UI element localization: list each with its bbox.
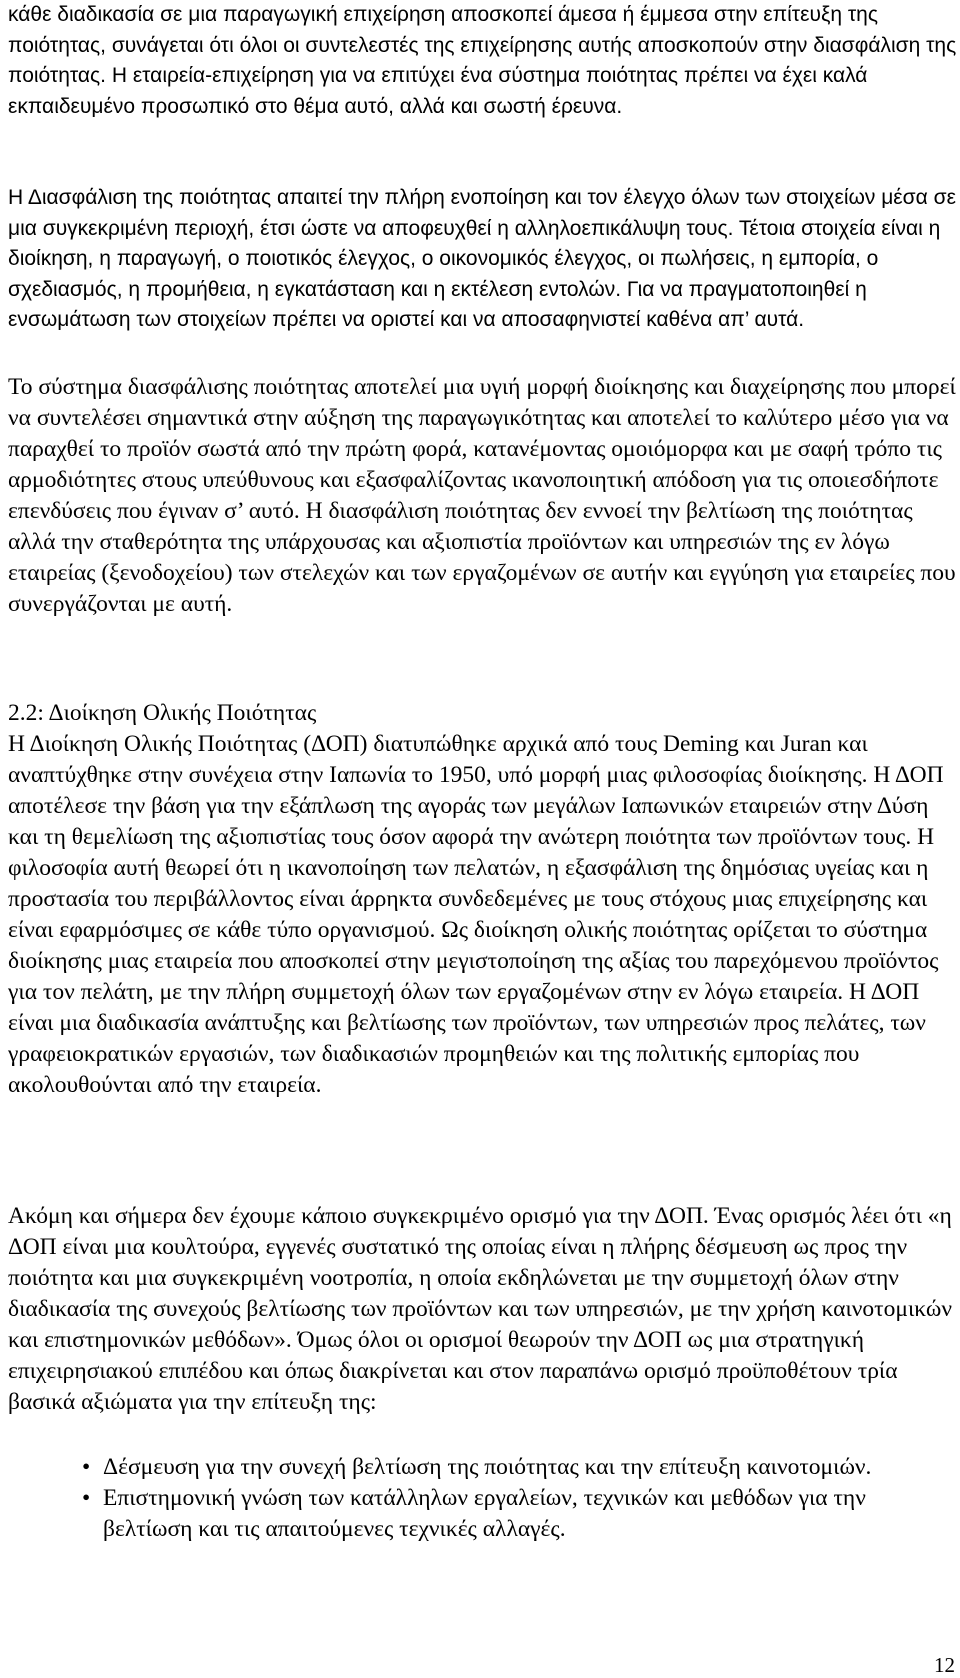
list-item bbox=[8, 1483, 958, 1545]
bullet-list bbox=[8, 1452, 958, 1545]
paragraph-intro: κάθε διαδικασία σε μια παραγωγική επιχείρηση αποσκοπεί άμεσα ή έμμεσα στην επίτευξη της ποιότητας, συνάγεται ότι όλοι οι συντελεστές της επιχείρησης αυτής αποσκοπούν στην διασφάλιση της ποιότητας. Η εταιρεία-επιχείρηση για να επιτύχει ένα σύστημα ποιότητας πρέπει να έχει καλά εκπαιδευμένο προσωπικό στο θέμα αυτό, αλλά και σωστή έρευνα. bbox=[8, 3, 957, 118]
paragraph-tqm: Η Διοίκηση Ολικής Ποιότητας (ΔΟΠ) διατυπώθηκε αρχικά από τους Deming και Juran και αναπτύχθηκε στην συνέχεια στην Ιαπωνία το 1950, υπό μορφή μιας φιλοσοφίας διοίκησης. Η ΔΟΠ αποτέλεσε την βάση για την εξάπλωση της αγοράς των μεγάλων Ιαπωνικών εταιρειών στην Δύση και τη θεμελίωση της αξιοπιστίας τους όσον αφορά την ανώτερη ποιότητα των προϊόντων τους. Η φιλοσοφία αυτή θεωρεί ότι η ικανοποίηση των πελατών, η εξασφάλιση της δημόσιας υγείας και η προστασία του περιβάλλοντος είναι άρρηκτα συνδεδεμένες με τους στόχους μιας επιχείρησης και είναι εφαρμόσιμες σε κάθε τύπο οργανισμού. Ως διοίκηση ολικής ποιότητας ορίζεται το σύστημα διοίκησης μιας εταιρεία που αποσκοπεί στην μεγιστοποίηση της αξίας του παρεχόμενου προϊόντος για τον πελάτη, με την πλήρη συμμετοχή όλων των εργαζομένων στην εν λόγω εταιρεία. Η ΔΟΠ είναι μια διαδικασία ανάπτυξης και βελτίωσης των προϊόντων, των υπηρεσιών προς πελάτες, των γραφειοκρατικών εργασιών, των διαδικασιών προμηθειών και της πολιτικής εμπορίας που ακολουθούνται από την εταιρεία. bbox=[8, 731, 944, 1098]
list-item-text: Δέσμευση για την συνεχή βελτίωση της ποιότητας και την επίτευξη καινοτομιών. bbox=[103, 1454, 872, 1480]
bullet-marker: • bbox=[82, 1454, 91, 1480]
paragraph-qa-system: Το σύστημα διασφάλισης ποιότητας αποτελεί μια υγιή μορφή διοίκησης και διαχείρησης που μπορεί να συντελέσει σημαντικά στην αύξηση της παραγωγικότητας και αποτελεί το καλύτερο μέσο για να παραχθεί το προϊόν σωστά από την πρώτη φορά, κατανέμοντας ομοιόμορφα και με σαφή τρόπο τις αρμοδιότητες στους υπεύθυνους και εξασφαλίζοντας ικανοποιητική απόδοση για τις οποιεσδήποτε επενδύσεις που έγιναν σ’ αυτό. Η διασφάλιση ποιότητας δεν εννοεί την βελτίωση της ποιότητας αλλά την σταθερότητα της υπάρχουσας και αξιοπιστία προϊόντων και υπηρεσιών της εν λόγω εταιρείας (ξενοδοχείου) των στελεχών και των εργαζομένων σε αυτήν και εγγύηση για εταιρείες που συνεργάζονται με αυτή. bbox=[8, 374, 956, 617]
list-item-text: Επιστημονική γνώση των κατάλληλων εργαλείων, τεχνικών και μεθόδων για την βελτίωση και τις απαιτούμενες τεχνικές αλλαγές. bbox=[103, 1485, 866, 1542]
page-number: 12 bbox=[934, 1653, 955, 1677]
list-item bbox=[8, 1452, 958, 1483]
paragraph-integration: Η Διασφάλιση της ποιότητας απαιτεί την πλήρη ενοποίηση και τον έλεγχο όλων των στοιχείων μέσα σε μια συγκεκριμένη περιοχή, έτσι ώστε να αποφευχθεί η αλληλοεπικάλυψη τους. Τέτοια στοιχεία είναι η διοίκηση, η παραγωγή, ο ποιοτικός έλεγχος, ο οικονομικός έλεγχος, οι πωλήσεις, η εμπορία, ο σχεδιασμός, η προμήθεια, η εγκατάσταση και η εκτέλεση εντολών. Για να πραγματοποιηθεί η ενσωμάτωση των στοιχείων πρέπει να οριστεί και να αποσαφηνιστεί καθένα απ’ αυτά. bbox=[8, 186, 956, 331]
section-heading: 2.2: Διοίκηση Ολικής Ποιότητας bbox=[8, 700, 317, 726]
bullet-marker: • bbox=[82, 1485, 91, 1511]
paragraph-definition: Ακόμη και σήμερα δεν έχουμε κάποιο συγκεκριμένο ορισμό για την ΔΟΠ. Ένας ορισμός λέει ότι «η ΔΟΠ είναι μια κουλτούρα, εγγενές συστατικό της οποίας είναι η πλήρης δέσμευση ως προς την ποιότητα και μια συγκεκριμένη νοοτροπία, η οποία εκδηλώνεται με την συμμετοχή όλων στην διαδικασία της συνεχούς βελτίωσης των προϊόντων και των υπηρεσιών, με την χρήση καινοτομικών και επιστημονικών μεθόδων». Όμως όλοι οι ορισμοί θεωρούν την ΔΟΠ ως μια στρατηγική επιχειρησιακού επιπέδου και όπως διακρίνεται και στον παραπάνω ορισμό προϋποθέτουν τρία βασικά αξιώματα για την επίτευξη της: bbox=[8, 1203, 952, 1415]
